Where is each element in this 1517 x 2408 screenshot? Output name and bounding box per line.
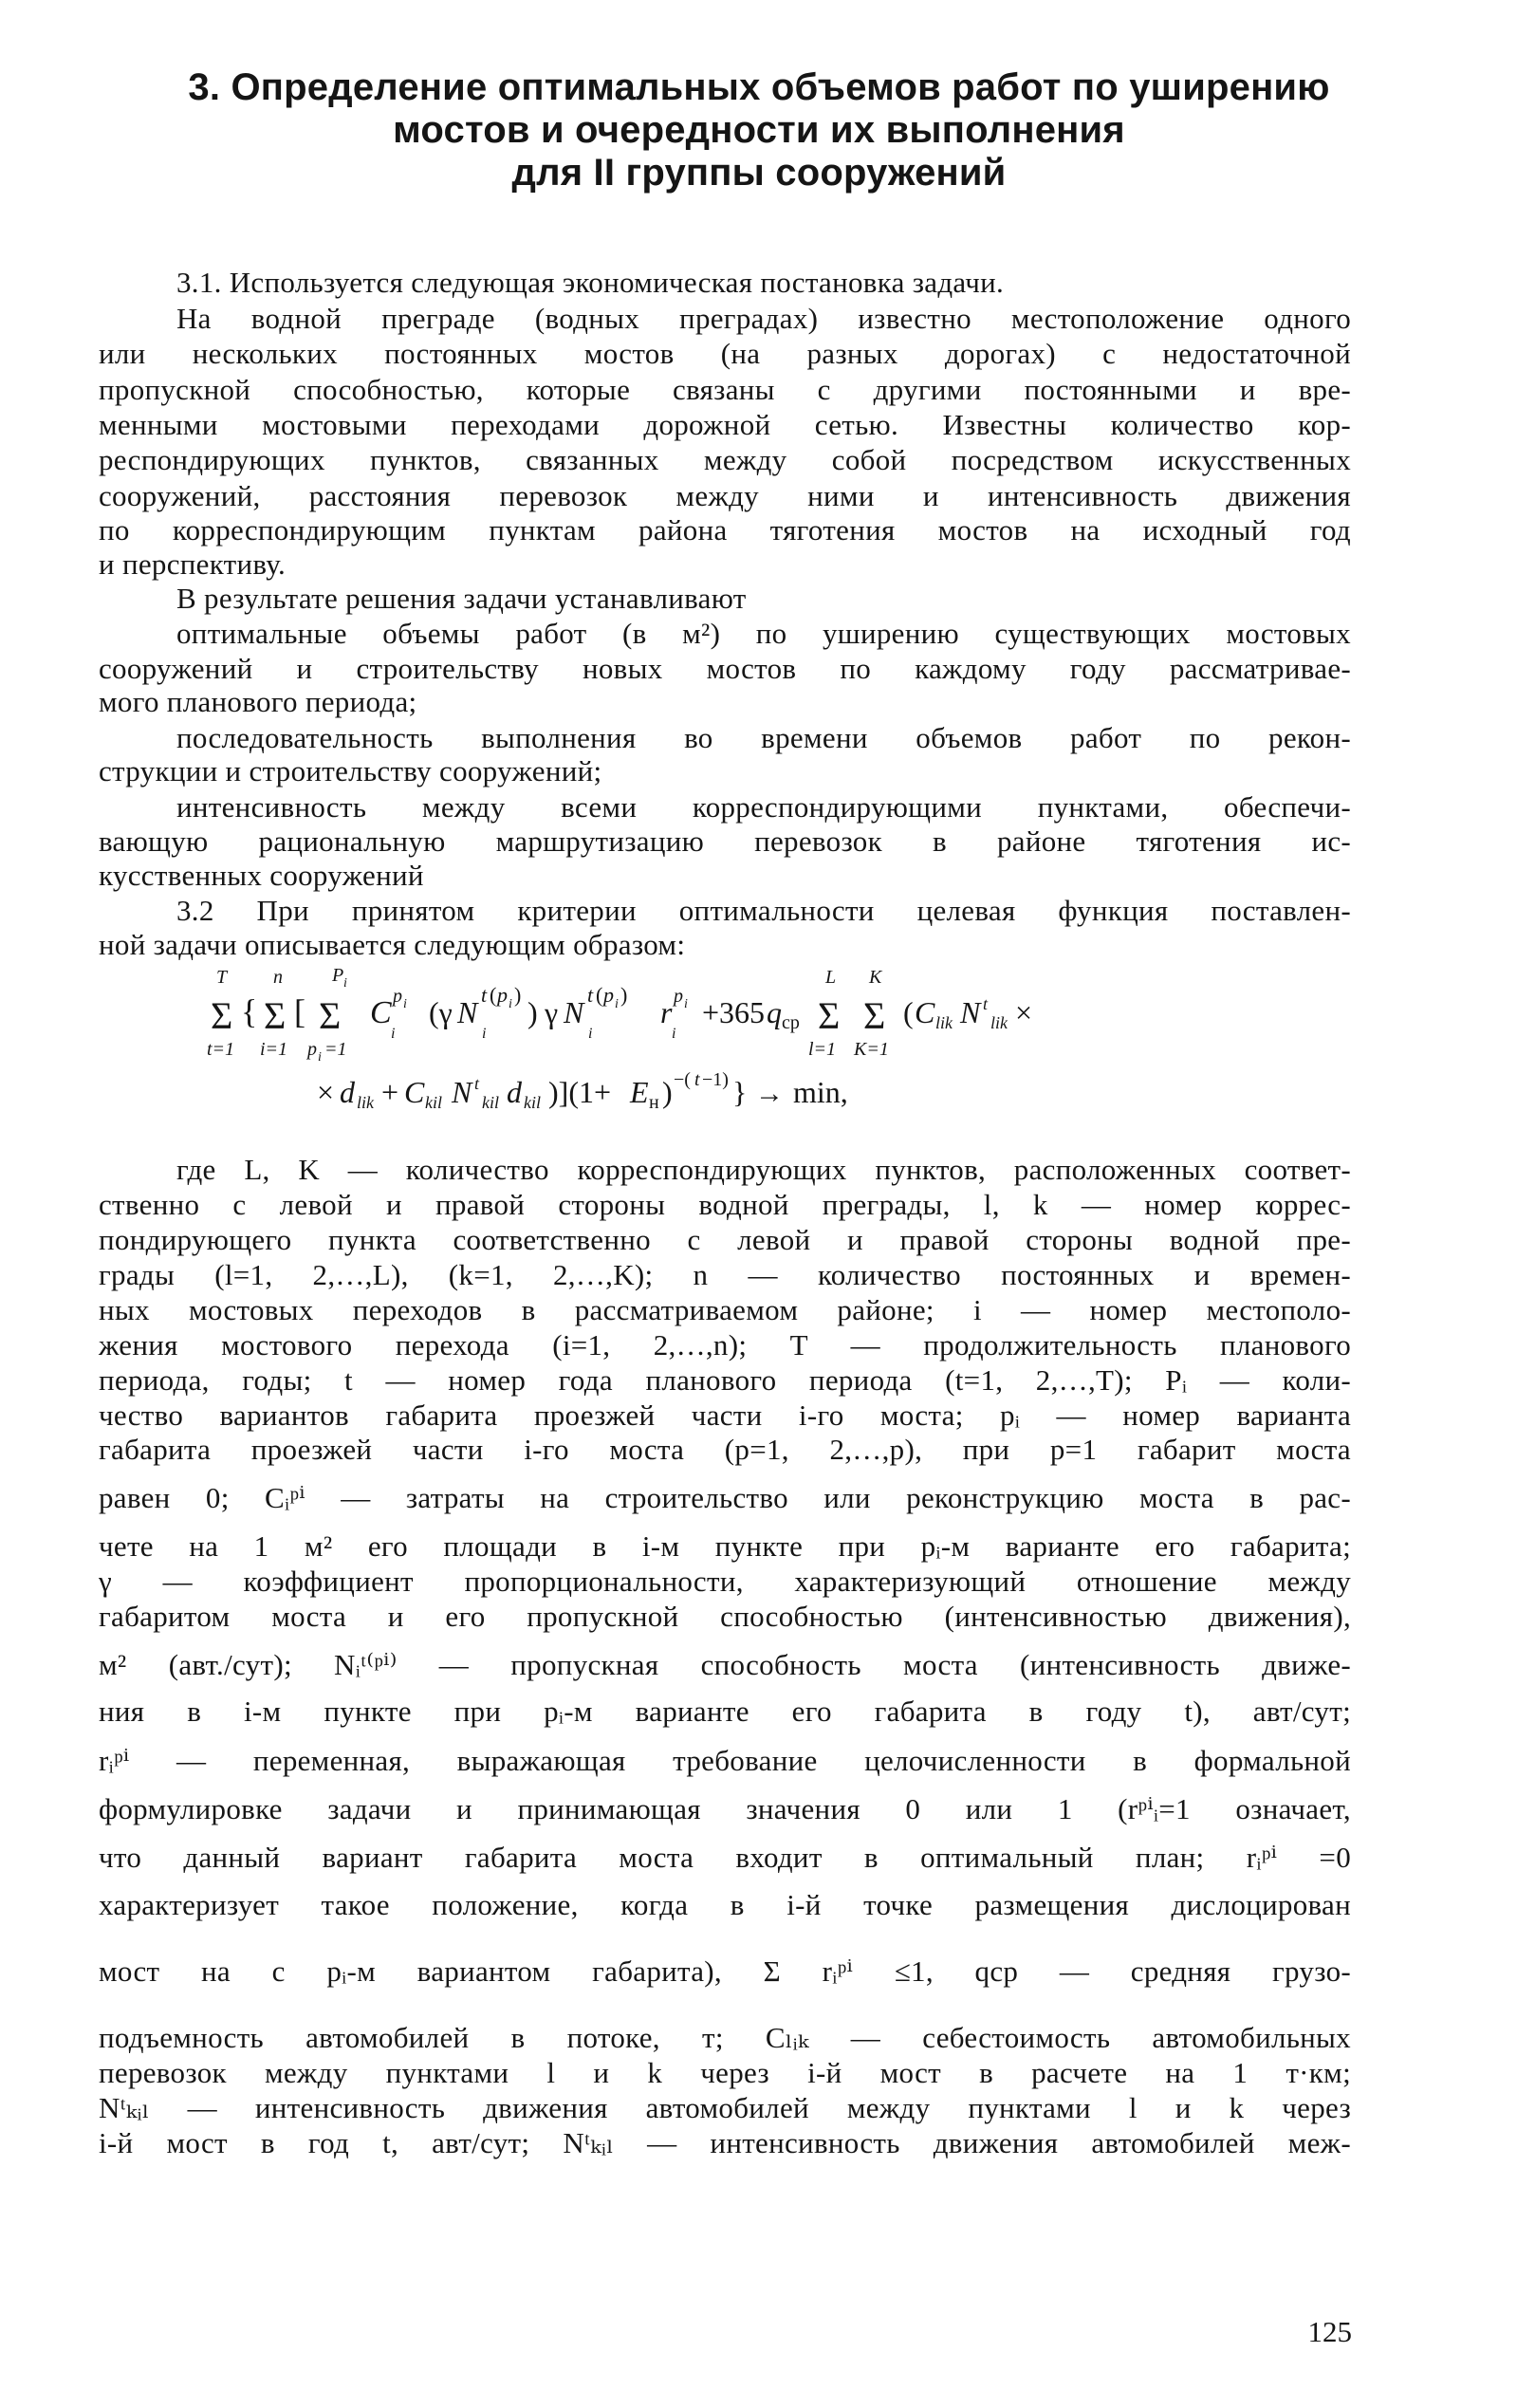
text-line: жения мостового перехода (i=1, 2,…,n); T — продолжительность планового: [99, 1328, 1351, 1361]
svg-text:t: t: [983, 994, 989, 1013]
svg-text:(: (: [903, 995, 914, 1029]
svg-text:t: t: [694, 1069, 700, 1090]
svg-text:min,: min,: [793, 1075, 848, 1109]
svg-text:E: E: [630, 1075, 649, 1109]
svg-text:lik: lik: [357, 1093, 374, 1112]
text-line: кусственных сооружений: [99, 859, 424, 892]
section-title-line-2: мостов и очередности их выполнения: [393, 109, 1125, 151]
svg-text:q: q: [767, 995, 782, 1029]
svg-text:(: (: [596, 983, 603, 1007]
svg-text:kil: kil: [482, 1093, 499, 1112]
text-line: чество вариантов габарита проезжей части i-го моста; pᵢ — номер варианта: [99, 1398, 1351, 1432]
text-line: ственно с левой и правой стороны водной преграды, l, k — номер коррес-: [99, 1188, 1351, 1221]
svg-text:N: N: [564, 995, 584, 1029]
text-line: респондирующих пунктов, связанных между собой посредством искусственных: [99, 443, 1351, 476]
formula-svg: [201, 968, 1378, 1139]
text-line: грады (l=1, 2,…,L), (k=1, 2,…,K); n — количество постоянных и времен-: [99, 1258, 1351, 1291]
text-line: На водной преграде (водных преградах) известно местоположение одного: [176, 302, 1351, 335]
text-line: 3.2 При принятом критерии оптимальности целевая функция поставлен-: [176, 894, 1351, 927]
svg-text:K: K: [869, 968, 882, 988]
text-line: что данный вариант габарита моста входит в оптимальный план; rᵢᵖⁱ =0: [99, 1841, 1351, 1874]
text-line: подъемность автомобилей в потоке, т; Cₗᵢₖ — себестоимость автомобильных: [99, 2021, 1351, 2054]
svg-text:i: i: [509, 997, 512, 1011]
svg-text:kil: kil: [524, 1093, 541, 1112]
svg-text:(: (: [490, 983, 497, 1007]
svg-text:t: t: [587, 983, 594, 1007]
text-line: по корреспондирующим пунктам района тяготения мостов на исходный год: [99, 513, 1351, 546]
svg-text:p: p: [497, 983, 508, 1007]
text-line: перевозок между пунктами l и k через i-й мост в расчете на 1 т·км;: [99, 2056, 1351, 2089]
text-line: чете на 1 м² его площади в i-м пункте при pᵢ-м варианте его габарита;: [99, 1529, 1351, 1563]
text-line: последовательность выполнения во времени объемов работ по рекон-: [176, 721, 1351, 754]
svg-text:×: ×: [1015, 995, 1033, 1029]
text-line: пондирующего пункта соответственно с левой и правой стороны водной пре-: [99, 1223, 1351, 1256]
text-line: сооружений и строительству новых мостов по каждому году рассматривае-: [99, 652, 1351, 685]
svg-text:P: P: [332, 968, 344, 986]
text-line: периода, годы; t — номер года планового периода (t=1, 2,…,T); Pᵢ — коли-: [99, 1363, 1351, 1397]
text-line: или нескольких постоянных мостов (на разных дорогах) с недостаточной: [99, 337, 1351, 370]
text-line: характеризует такое положение, когда в i-й точке размещения дислоцирован: [99, 1888, 1351, 1921]
svg-text:r: r: [660, 995, 673, 1029]
svg-text:t: t: [481, 983, 488, 1007]
text-line: и перспективу.: [99, 547, 287, 581]
svg-text:ср: ср: [782, 1012, 800, 1033]
svg-text:=1: =1: [324, 1039, 347, 1060]
text-line: В результате решения задачи устанавливают: [176, 582, 747, 615]
svg-text:н: н: [649, 1092, 659, 1113]
text-line: оптимальные объемы работ (в м²) по уширению существующих мостовых: [176, 617, 1351, 650]
svg-text:): ): [514, 983, 522, 1007]
text-line: м² (авт./сут); Nᵢᵗ⁽ᵖⁱ⁾ — пропускная способность моста (интенсивность движе-: [99, 1648, 1351, 1681]
text-line: интенсивность между всеми корреспондирующими пунктами, обеспечи-: [176, 790, 1351, 824]
svg-text:+365: +365: [702, 995, 766, 1029]
svg-text:→: →: [755, 1078, 784, 1109]
svg-text:C: C: [915, 995, 935, 1029]
text-line: ния в i-м пункте при pᵢ-м варианте его габарита в году t), авт/сут;: [99, 1695, 1351, 1728]
svg-text:L: L: [825, 968, 837, 988]
text-line: менными мостовыми переходами дорожной сетью. Известны количество кор-: [99, 408, 1351, 441]
svg-text:i: i: [684, 997, 688, 1011]
svg-text:i: i: [343, 976, 347, 991]
svg-text:[: [: [294, 992, 305, 1030]
svg-text:N: N: [452, 1075, 472, 1109]
text-line: rᵢᵖⁱ — переменная, выражающая требование целочисленности в формальной: [99, 1744, 1351, 1777]
svg-text:i=1: i=1: [260, 1039, 288, 1060]
page-number: 125: [1307, 2315, 1352, 2348]
svg-text:): ): [527, 995, 538, 1029]
svg-text:l=1: l=1: [808, 1039, 837, 1060]
svg-text:−1): −1): [702, 1069, 729, 1090]
svg-text:i: i: [588, 1026, 593, 1042]
svg-text:i: i: [482, 1026, 487, 1042]
svg-text:N: N: [457, 995, 478, 1029]
svg-text:t: t: [474, 1074, 480, 1093]
svg-text:(γ: (γ: [429, 995, 453, 1029]
text-line: ной задачи описывается следующим образом:: [99, 928, 686, 961]
svg-text:lik: lik: [990, 1013, 1008, 1032]
text-line: формулировке задачи и принимающая значения 0 или 1 (rᵖⁱᵢ=1 означает,: [99, 1792, 1351, 1825]
svg-text:lik: lik: [935, 1013, 953, 1032]
svg-text:i: i: [403, 997, 407, 1011]
svg-text:i: i: [672, 1026, 676, 1042]
text-line: i-й мост в год t, авт/сут; Nᵗₖᵢₗ — интенсивность движения автомобилей меж-: [99, 2126, 1351, 2159]
svg-text:Σ: Σ: [319, 994, 342, 1037]
svg-text:+: +: [381, 1075, 399, 1109]
text-line: равен 0; Cᵢᵖⁱ — затраты на строительство или реконструкцию моста в рас-: [99, 1481, 1351, 1514]
svg-text:i: i: [391, 1026, 396, 1042]
svg-text:): ): [662, 1075, 673, 1109]
svg-text:{: {: [241, 992, 258, 1030]
text-line: 3.1. Используется следующая экономическая постановка задачи.: [176, 266, 1005, 299]
section-title-line-1: 3. Определение оптимальных объемов работ по уширению: [188, 66, 1330, 108]
text-line: мост на с pᵢ-м вариантом габарита), Σ rᵢᵖⁱ ≤1, qср — средняя грузо-: [99, 1954, 1351, 1988]
text-line: где L, K — количество корреспондирующих пунктов, расположенных соответ-: [176, 1153, 1351, 1186]
svg-text:K=1: K=1: [854, 1039, 889, 1060]
text-line: габаритом моста и его пропускной способностью (интенсивностью движения),: [99, 1600, 1351, 1633]
svg-text:kil: kil: [425, 1093, 442, 1112]
svg-text:}: }: [732, 1075, 748, 1109]
svg-text:p: p: [674, 986, 683, 1007]
svg-text:i: i: [318, 1050, 322, 1065]
svg-text:p: p: [393, 986, 402, 1007]
svg-text:i: i: [615, 997, 619, 1011]
svg-text:−(: −(: [674, 1069, 691, 1090]
svg-text:Σ: Σ: [818, 994, 841, 1037]
text-line: ных мостовых переходов в рассматриваемом районе; i — номер местополо-: [99, 1293, 1351, 1326]
svg-text:×: ×: [317, 1075, 335, 1109]
svg-text:γ: γ: [545, 995, 559, 1029]
svg-text:C: C: [404, 1075, 425, 1109]
svg-text:Σ: Σ: [863, 994, 886, 1037]
svg-text:n: n: [273, 968, 283, 988]
svg-text:d: d: [340, 1075, 355, 1109]
svg-text:C: C: [370, 995, 392, 1030]
svg-text:p: p: [307, 1039, 317, 1060]
text-line: струкции и строительству сооружений;: [99, 754, 602, 787]
text-line: Nᵗₖᵢₗ — интенсивность движения автомобилей между пунктами l и k через: [99, 2091, 1351, 2124]
svg-text:Σ: Σ: [264, 994, 287, 1037]
objective-function-formula: [201, 968, 1378, 1139]
svg-text:t=1: t=1: [207, 1039, 235, 1060]
text-line: сооружений, расстояния перевозок между ними и интенсивность движения: [99, 479, 1351, 512]
svg-text:)](1+: )](1+: [548, 1075, 612, 1109]
text-line: мого планового периода;: [99, 685, 417, 718]
svg-text:p: p: [603, 983, 614, 1007]
section-title-line-3: для II группы сооружений: [511, 152, 1007, 194]
text-line: γ — коэффициент пропорциональности, характеризующий отношение между: [99, 1565, 1351, 1598]
text-line: габарита проезжей части i-го моста (p=1, 2,…,p), при p=1 габарит моста: [99, 1433, 1351, 1466]
svg-text:d: d: [507, 1075, 522, 1109]
svg-text:T: T: [216, 968, 228, 988]
text-line: вающую рациональную маршрутизацию перевозок в районе тяготения ис-: [99, 824, 1351, 858]
svg-text:Σ: Σ: [211, 994, 233, 1037]
svg-text:N: N: [960, 995, 981, 1029]
text-line: пропускной способностью, которые связаны с другими постоянными и вре-: [99, 373, 1351, 406]
svg-text:): ): [620, 983, 628, 1007]
